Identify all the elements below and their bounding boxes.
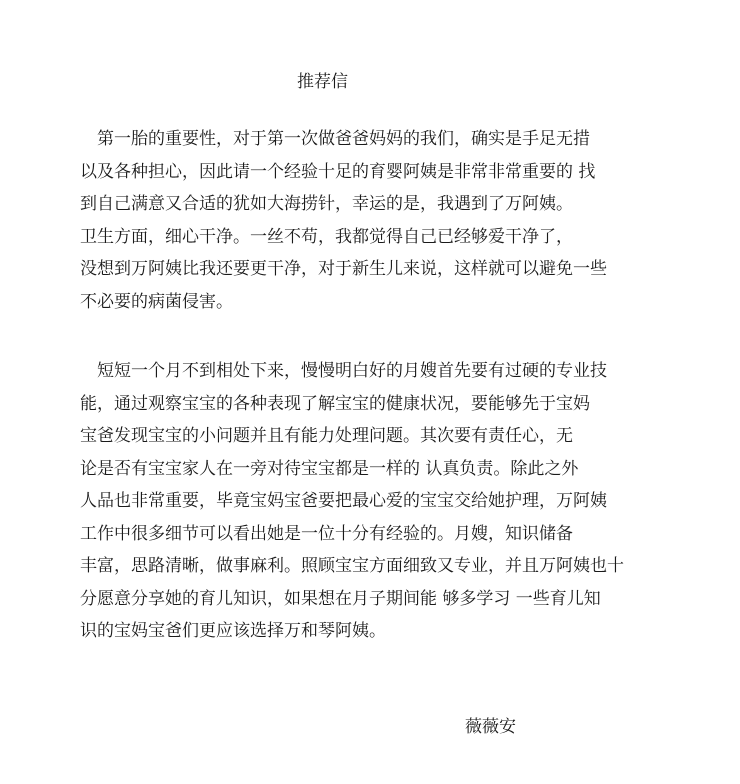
text-line: 分愿意分享她的育儿知识，如果想在月子期间能 够多学习 一些育儿知 bbox=[80, 588, 601, 609]
text-line: 没想到万阿姨比我还要更干净，对于新生儿来说，这样就可以避免一些 bbox=[80, 259, 607, 279]
text-line: 短短一个月不到相处下来，慢慢明白好的月嫂首先要有过硬的专业技 bbox=[80, 361, 607, 381]
text-line: 以及各种担心，因此请一个经验十足的育婴阿姨是非常非常重要的 找 bbox=[80, 161, 596, 182]
text-line: 不必要的病菌侵害。 bbox=[80, 291, 233, 312]
text-line: 到自己满意又合适的犹如大海捞针，幸运的是，我遇到了万阿姨。 bbox=[80, 194, 573, 214]
text-line: 丰富，思路清晰，做事麻利。照顾宝宝方面细致又专业，并且万阿姨也十 bbox=[80, 556, 624, 576]
text-line: 卫生方面，细心干净。一丝不苟，我都觉得自己已经够爱干净了， bbox=[80, 226, 573, 247]
text-line: 论是否有宝宝家人在一旁对待宝宝都是一样的 认真负责。除此之外 bbox=[80, 458, 579, 479]
paragraph-1 bbox=[80, 123, 640, 318]
text-line: 识的宝妈宝爸们更应该选择万和琴阿姨。 bbox=[80, 621, 386, 641]
text-line: 工作中很多细节可以看出她是一位十分有经验的。月嫂，知识储备 bbox=[80, 523, 573, 544]
signature: 薇薇安 bbox=[465, 717, 516, 737]
text-line: 第一胎的重要性，对于第一次做爸爸妈妈的我们，确实是手足无措 bbox=[80, 129, 590, 149]
text-line: 人品也非常重要，毕竟宝妈宝爸要把最心爱的宝宝交给她护理，万阿姨 bbox=[80, 491, 607, 511]
letter-title: 推荐信 bbox=[297, 72, 348, 92]
text-line: 能，通过观察宝宝的各种表现了解宝宝的健康状况，要能够先于宝妈 bbox=[80, 393, 590, 414]
paragraph-2 bbox=[80, 355, 640, 648]
text-line: 宝爸发现宝宝的小问题并且有能力处理问题。其次要有责任心，无 bbox=[80, 426, 573, 446]
